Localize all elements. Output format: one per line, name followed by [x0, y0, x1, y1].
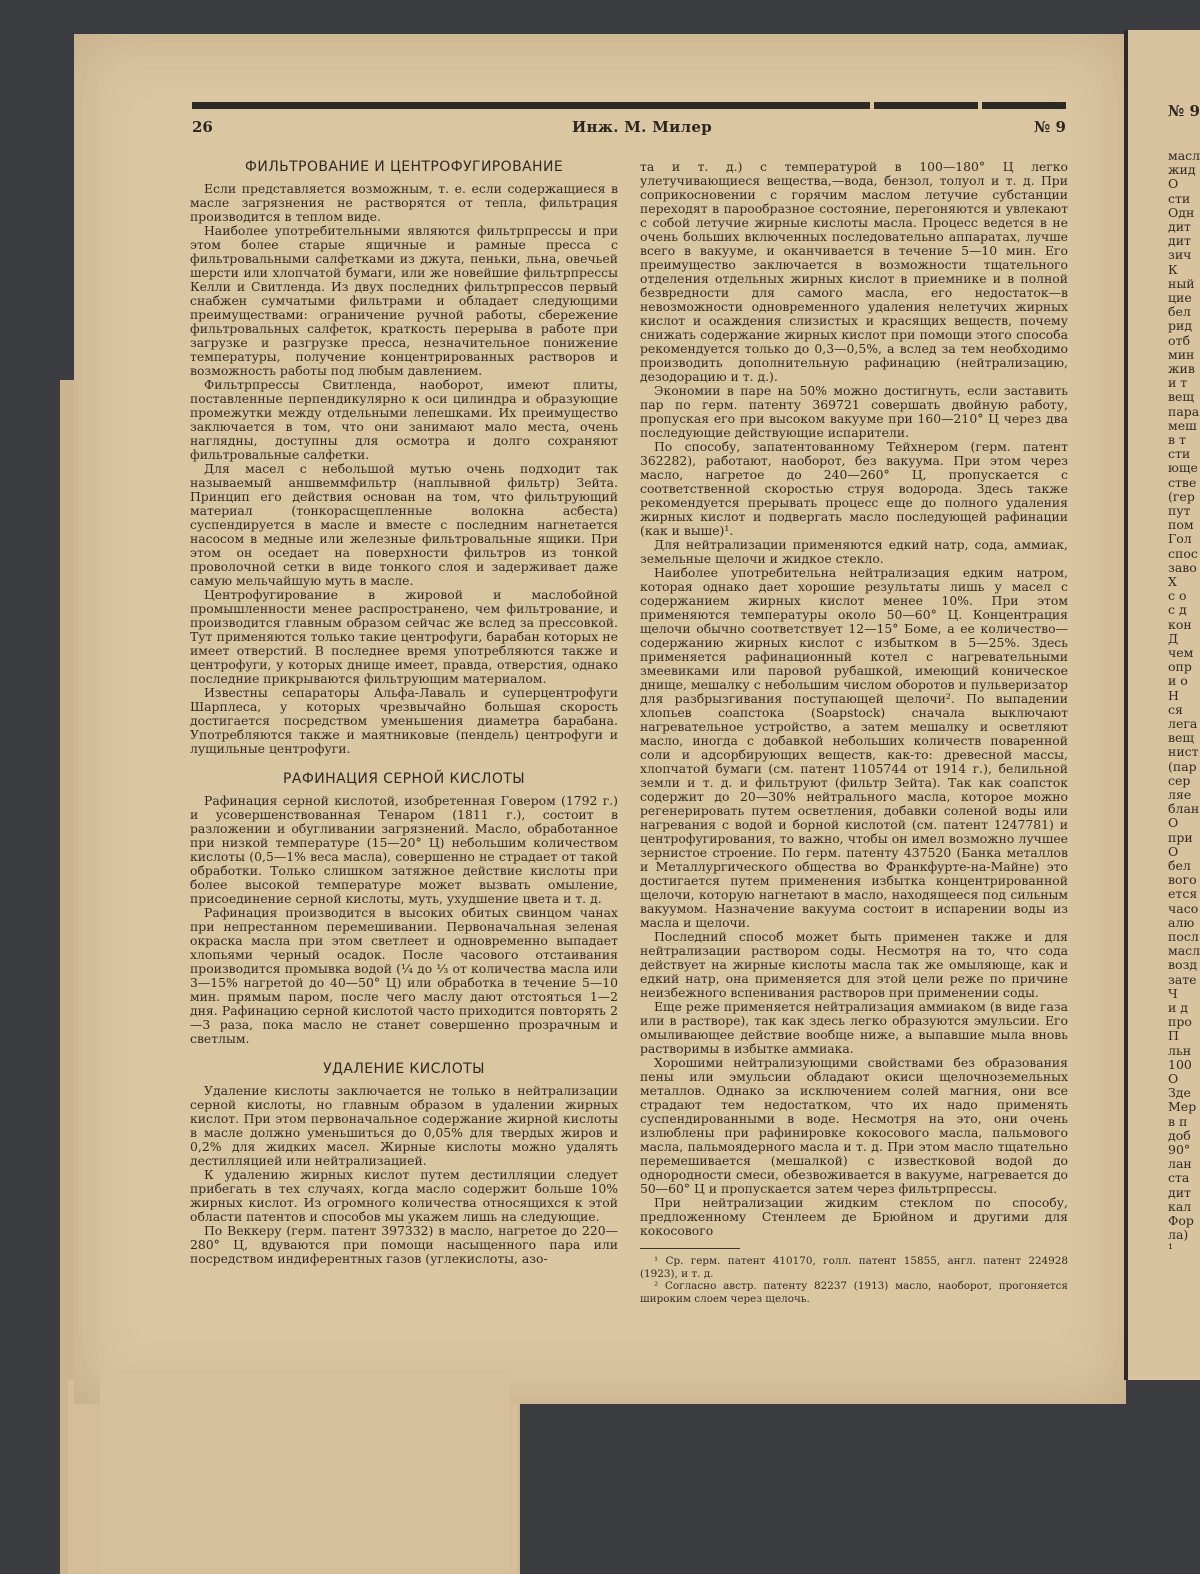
- next-page-line-fragment: сти: [1168, 446, 1191, 462]
- next-page-line-fragment: и т: [1168, 375, 1188, 391]
- next-page-line-fragment: возд: [1168, 957, 1198, 973]
- issue-number: № 9: [1034, 118, 1066, 136]
- next-page-line-fragment: в т: [1168, 432, 1186, 447]
- next-page-line-fragment: масл: [1168, 148, 1200, 163]
- next-page-line-fragment: мин: [1168, 346, 1195, 362]
- footnote: ¹ Ср. герм. патент 410170, голл. патент 15855, англ. патент 224928 (1923), и т. д.: [640, 1255, 1068, 1280]
- next-page-line-fragment: О: [1168, 843, 1179, 859]
- next-page-line-fragment: бел: [1168, 858, 1191, 873]
- paragraph: Если представляется возможным, т. е. если содержащиеся в масле загрязнения не растворятся от тепла, фильтрация производится в теплом виде.: [190, 181, 618, 224]
- header-rule-break: [870, 102, 874, 109]
- next-page-line-fragment: Мер: [1168, 1099, 1197, 1115]
- paragraph: Наиболее употребительными являются фильтрпрессы и при этом более старые ящичные и рамные пресса с фильтровальными салфетками из джута, пеньки, льна, овечьей шерсти или хлопчатой бумаги, или же новейшие фильтрпрессы Келли и Свитленда. Из двух последних фильтрпрессов первый снабжен сумчатыми фильтрами и обладает следующими преимуществами: ограничение ручной работы, сбережение фильтровальных салфеток, краткость перерыва в работе при загрузке и разгрузке пресса, незначительное понижение температуры, получение концентрированных растворов и возможность работы под любым давлением.: [190, 223, 618, 378]
- next-page-line-fragment: пут: [1168, 503, 1191, 518]
- paragraph: Центрофугирование в жировой и маслобойной промышленности менее распространено, чем фильтрование, и производится главным образом сейчас же вслед за прессовкой. Тут применяются только такие центрофуги, барабан которых не имеет отверстий. В последнее время употребляются также и центрофуги, у которых днище имеет, правда, отверстия, однако последние прикрываются фильтрующим материалом.: [190, 587, 618, 686]
- paragraph: Для нейтрализации применяются едкий натр, сода, аммиак, земельные щелочи и жидкое стекло.: [640, 537, 1068, 566]
- next-page-line-fragment: цие: [1168, 290, 1192, 305]
- next-page-line-fragment: блан: [1168, 801, 1200, 817]
- right-column: [640, 160, 1068, 1305]
- paragraph: Еще реже применяется нейтрализация аммиаком (в виде газа или в растворе), так как здесь легко образуются эмульсии. Его омыливающее действие вообще ниже, а выпавшие мыла вновь растворимы в избытке аммиака.: [640, 999, 1068, 1056]
- next-page-line-fragment: Д: [1168, 630, 1179, 646]
- section-title: РАФИНАЦИЯ СЕРНОЙ КИСЛОТЫ: [283, 771, 525, 787]
- next-page-line-fragment: Гол: [1168, 531, 1192, 547]
- next-page-line-fragment: лега: [1168, 716, 1198, 731]
- next-page-line-fragment: 90°: [1168, 1142, 1191, 1157]
- paragraph: По Веккеру (герм. патент 397332) в масло, нагретое до 220—280° Ц, вдуваются при помощи насыщенного пара или посредством индиферентных газов (углекислоты, азо-: [190, 1223, 618, 1266]
- next-page-line-fragment: часо: [1168, 900, 1199, 916]
- next-page-line-fragment: Н: [1168, 687, 1179, 703]
- next-page-line-fragment: О: [1168, 815, 1179, 831]
- next-page-line-fragment: жид: [1168, 162, 1196, 178]
- next-page-line-fragment: дит: [1168, 1184, 1191, 1200]
- next-page-line-fragment: спос: [1168, 545, 1198, 561]
- next-page-line-fragment: зате: [1168, 971, 1197, 987]
- paragraph: Известны сепараторы Альфа-Лаваль и суперцентрофуги Шарплеса, у которых чрезвычайно большая скорость достигается посредством уменьшения диаметра барабана. Употребляются также и маятниковые (пендель) центрофуги и лущильные центрофуги.: [190, 685, 618, 756]
- paragraph: При нейтрализации жидким стеклом по способу, предложенному Стенлеем де Брюйном и другими для кокосового: [640, 1195, 1068, 1238]
- next-page-line-fragment: Одн: [1168, 204, 1195, 220]
- next-page-line-fragment: жив: [1168, 361, 1195, 376]
- header-rule: [192, 102, 1066, 109]
- next-page-line-fragment: при: [1168, 829, 1193, 845]
- next-page-line-fragment: бел: [1168, 304, 1191, 320]
- running-title: Инж. М. Милер: [572, 118, 713, 136]
- page-bottom-edge: [100, 1370, 510, 1574]
- next-page-line-fragment: К: [1168, 261, 1178, 277]
- next-page-line-fragment: нист: [1168, 744, 1199, 760]
- next-page-line-fragment: сер: [1168, 772, 1191, 788]
- paragraph: Наиболее употребительна нейтрализация едким натром, которая однако дает хорошие результаты лишь у масел с содержанием жирных кислот менее 10%. При этом применяются температуры около 50—60° Ц. Концентрация щелочи обычно соответствует 12—15° Боме, а ее количество—содержанию жирных кислот с избытком в 5—25%. Здесь применяется рафинационный котел с нагревательными змеевиками или паровой рубашкой, имеющий коническое днище, мешалку с небольшим числом оборотов и пульверизатор для разбрызгивания поступающей щелочи². По выпадении хлопьев соапстока (Soapstock) сначала выключают нагревательное устройство, а затем мешалку и осветляют масло, иногда с добавкой небольших количеств поваренной соли и адсорбирующих веществ, как-то: древесной массы, хлопчатой бумаги (см. патент 1105744 от 1914 г.), белильной земли и т. д. и фильтруют (фильтр Зейта). Так как соапсток содержит до 20—30% нейтрального масла, которое можно регенерировать путем осветления, добавки соленой воды или нагревания с водой и борной кислотой (см. патент 1247781) и центрофугирования, то важно, чтобы он имел возможно лучшее зернистое строение. По герм. патенту 437520 (Банка металлов и Металлургического общества во Франкфурте-на-Майне) это достигается путем применения избытка концентрированной щелочи, которую нагнетают в масло, находящееся под сильным вакуумом. Назначение вакуума состоит в испарении воды из масла и щелочи.: [640, 565, 1068, 930]
- next-page-line-fragment: 100: [1168, 1056, 1192, 1072]
- footnote: ² Согласно австр. патенту 82237 (1913) масло, наоборот, прогоняется широким слоем через щелочь.: [640, 1280, 1068, 1305]
- paragraph: Удаление кислоты заключается не только в нейтрализации серной кислоты, но главным образом в удалении жирных кислот. При этом первоначальное содержание жирной кислоты в масле должно уменьшиться до 0,05% для твердых жиров и 0,2% для жидких масел. Жирные кислоты можно удалять дестилляцией или нейтрализацией.: [190, 1083, 618, 1168]
- next-page-line-fragment: в п: [1168, 1113, 1188, 1129]
- next-page-line-fragment: О: [1168, 176, 1179, 192]
- next-page-line-fragment: Ч: [1168, 985, 1178, 1001]
- next-page-line-fragment: ный: [1168, 275, 1195, 291]
- paragraph: По способу, запатентованному Тейхнером (герм. патент 362282), работают, наоборот, без вакуума. При этом через масло, нагретое до 240—260° Ц, пропускается с соответственной скоростью струя водорода. Здесь также рекомендуется прерывать процесс еще до полного удаления жирных кислот и подвергать масло последующей рафинации (как и выше)¹.: [640, 439, 1068, 538]
- next-page-line-fragment: юще: [1168, 460, 1198, 476]
- next-page-line-fragment: посл: [1168, 929, 1199, 944]
- paragraph: Фильтрпрессы Свитленда, наоборот, имеют плиты, поставленные перпендикулярно к оси цилиндра и образующие промежутки между отдельными лепешками. Их преимущество заключается в том, что они занимают мало места, очень наглядны, доступны для осмотра и долго сохраняют фильтровальные салфетки.: [190, 377, 618, 462]
- next-page-line-fragment: алю: [1168, 914, 1195, 930]
- next-page-line-fragment: ется: [1168, 886, 1198, 902]
- next-page-line-fragment: меш: [1168, 417, 1197, 433]
- next-page-line-fragment: Фор: [1168, 1213, 1194, 1228]
- next-page-line-fragment: и о: [1168, 673, 1188, 689]
- paragraph: Для масел с небольшой мутью очень подходит так называемый аншвеммфильтр (наплывной фильтр) Зейта. Принцип его действия основан на том, что фильтрующий материал (тонкорасщепленные волокна асбеста) суспендируется в масле и вместе с последним нагнетается насосом в медные или железные фильтровальные ящики. При этом он оседает на поверхности фильтров из тонкой проволочной сетки в виде тонкого слоя и задерживает даже самую мельчайшую муть в масле.: [190, 461, 618, 588]
- page-number: 26: [192, 118, 213, 136]
- next-page-line-fragment: пара: [1168, 403, 1200, 419]
- next-page-header: № 9: [1168, 102, 1200, 120]
- next-page-line-fragment: сти: [1168, 190, 1191, 206]
- next-page-line-fragment: ¹: [1168, 1241, 1174, 1257]
- paragraph: Рафинация производится в высоких обитых свинцом чанах при непрестанном перемешивании. Первоначальная зеленая окраска масла при этом светлеет и одновременно выпадает хлопьями черный осадок. После часового отстаивания производится промывка водой (¼ до ⅓ от количества масла или 3—15% нагретой до 40—50° Ц) или обработка в течение 5—10 мин. прямым паром, после чего маслу дают отстояться 1—2 дня. Рафинацию серной кислотой часто приходится повторять 2—3 раза, пока масло не станет совершенно прозрачным и светлым.: [190, 905, 618, 1046]
- paragraph: Последний способ может быть применен также и для нейтрализации раствором соды. Несмотря на то, что сода действует на жирные кислоты масла так же омыляюще, как и едкий натр, она применяется для этой цели реже по причине неизбежного вспенивания растворов при применении соды.: [640, 929, 1068, 1000]
- paragraph: Хорошими нейтрализующими свойствами без образования пены или эмульсии обладают окиси щелочноземельных металлов. Однако за исключением солей магния, они все страдают тем недостатком, что их надо применять суспендированными в воде. Несмотря на это, они очень излюблены при рафинировке кокосового масла, пальмового масла, пальмоядерного масла и т. д. При этом масло тщательно перемешивается (мешалкой) с известковой водой до однородности смеси, обезвоживается в вакууме, нагревается до 50—60° Ц и пропускается затем через фильтрпрессы.: [640, 1055, 1068, 1196]
- next-page-line-fragment: ла): [1168, 1227, 1189, 1243]
- paragraph: та и т. д.) с температурой в 100—180° Ц легко улетучивающиеся вещества,—вода, бензол, толуол и т. д. При соприкосновении с горячим маслом летучие субстанции переходят в парообразное состояние, перегоняются и увлекают с собой летучие жирные кислоты масла. Процесс ведется в не очень больших включенных последовательно аппаратах, лучше всего в вакууме, и оканчивается в течение 5—10 мин. Его преимущество заключается в возможности тщательного отделения отдельных жирных кислот в приемнике и в полной безвредности для самого масла, его недостаток—в невозможности одновременного удаления нелетучих жирных кислот и осаждения слизистых и красящих веществ, почему снижать содержание жирных кислот при помощи этого способа рекомендуется только до 0,3—0,5%, а вслед за тем необходимо производить дополнительную рафинацию (нейтрализацию, дезодорацию и т. д.).: [640, 159, 1068, 384]
- footnote-rule: [640, 1248, 740, 1249]
- next-page-line-fragment: с о: [1168, 588, 1187, 604]
- next-page-line-fragment: вещ: [1168, 730, 1195, 746]
- next-page-line-fragment: П: [1168, 1028, 1179, 1044]
- next-page-line-fragment: заво: [1168, 559, 1197, 575]
- page-header: [192, 114, 1066, 138]
- next-page-line-fragment: Х: [1168, 574, 1177, 589]
- next-page-line-fragment: доб: [1168, 1127, 1191, 1143]
- next-page-line-fragment: кон: [1168, 616, 1192, 632]
- next-page-line-fragment: чем: [1168, 645, 1194, 660]
- next-page-line-fragment: опр: [1168, 659, 1192, 675]
- next-page-line-fragment: лан: [1168, 1156, 1192, 1172]
- next-page-line-fragment: вого: [1168, 872, 1197, 888]
- next-page-line-fragment: пом: [1168, 517, 1194, 533]
- paragraph: К удалению жирных кислот путем дестилляции следует прибегать в тех случаях, когда масло содержит больше 10% жирных кислот. Из огромного количества относящихся к этой области патентов и способов мы укажем лишь на следующие.: [190, 1167, 618, 1224]
- next-page-line-fragment: вещ: [1168, 389, 1195, 405]
- next-page-line-fragment: масл: [1168, 943, 1200, 959]
- header-rule-break: [978, 102, 982, 109]
- next-page-line-fragment: (пар: [1168, 758, 1197, 774]
- next-page-line-fragment: ляе: [1168, 787, 1192, 802]
- next-page-line-fragment: Зде: [1168, 1085, 1191, 1101]
- next-page-line-fragment: дит: [1168, 233, 1191, 249]
- section-title: УДАЛЕНИЕ КИСЛОТЫ: [323, 1061, 485, 1077]
- next-page-line-fragment: кал: [1168, 1198, 1192, 1214]
- paragraph: Рафинация серной кислотой, изобретенная Говером (1792 г.) и усовершенствованная Тенаром (1811 г.), состоит в разложении и обугливании загрязнений. Масло, обработанное при низкой температуре (15—20° Ц) небольшим количеством кислоты (0,5—1% веса масла), совершенно не страдает от такой обработки. Только слишком затяжное действие кислоты при более высокой температуре может вызвать омыление, присоединение серной кислоты, муть, ухудшение цвета и т. д.: [190, 793, 618, 906]
- next-page-fragment: [1128, 30, 1200, 1380]
- next-page-line-fragment: с д: [1168, 602, 1187, 618]
- next-page-line-fragment: про: [1168, 1014, 1192, 1030]
- next-page-line-fragment: отб: [1168, 332, 1190, 348]
- next-page-line-fragment: стве: [1168, 474, 1197, 490]
- paragraph: Экономии в паре на 50% можно достигнуть, если заставить пар по герм. патенту 369721 совершать двойную работу, пропуская его при высоком вакууме при 160—210° Ц через два последующие действующие испарители.: [640, 383, 1068, 440]
- next-page-line-fragment: и д: [1168, 1000, 1189, 1015]
- next-page-line-fragment: зич: [1168, 247, 1192, 263]
- left-column: [190, 160, 618, 1266]
- next-page-line-fragment: рид: [1168, 318, 1193, 334]
- section-title: ФИЛЬТРОВАНИЕ И ЦЕНТРОФУГИРОВАНИЕ: [244, 159, 564, 175]
- next-page-line-fragment: дит: [1168, 219, 1191, 234]
- next-page-line-fragment: ста: [1168, 1170, 1190, 1186]
- next-page-line-fragment: О: [1168, 1071, 1179, 1086]
- next-page-line-fragment: ся: [1168, 701, 1183, 717]
- next-page-line-fragment: льн: [1168, 1042, 1192, 1058]
- next-page-line-fragment: (гер: [1168, 488, 1195, 504]
